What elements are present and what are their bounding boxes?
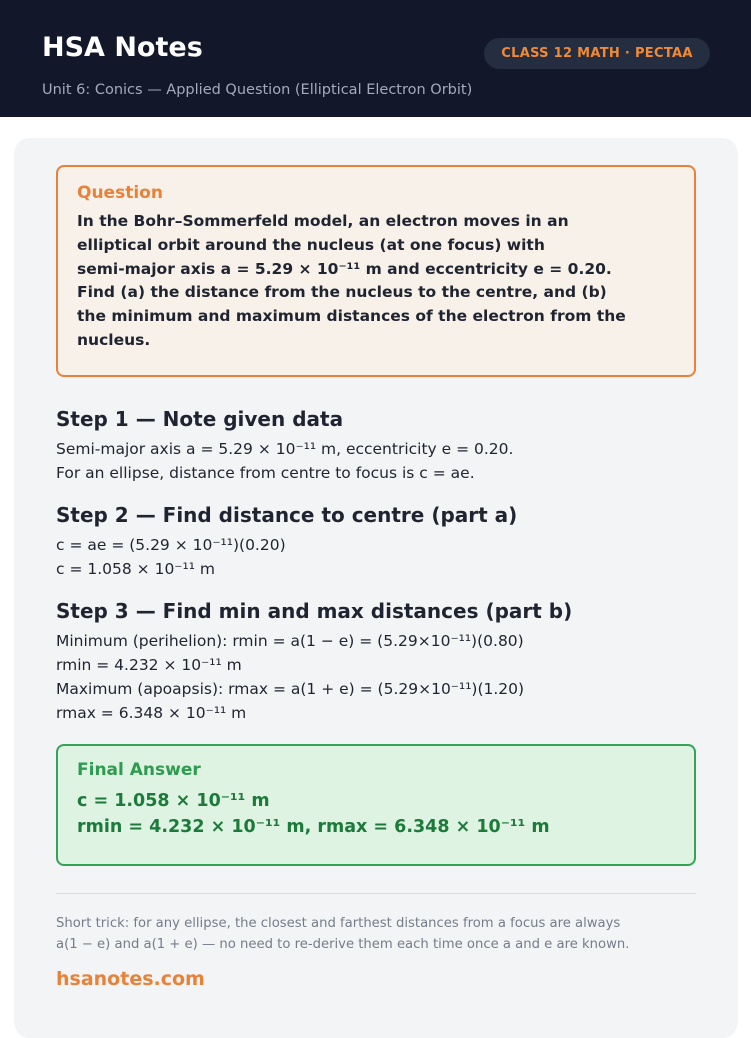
step-3: [56, 599, 572, 725]
site-link[interactable]: hsanotes.com: [56, 968, 205, 990]
question-title: Question: [77, 183, 163, 203]
question-line: semi-major axis a = 5.29 × 10⁻¹¹ m and eccentricity e = 0.20.: [77, 259, 612, 278]
step-line: Maximum (apoapsis): rmax = a(1 + e) = (5.29×10⁻¹¹)(1.20): [56, 680, 525, 698]
question-line: elliptical orbit around the nucleus (at one focus) with: [77, 235, 545, 254]
brand-title: HSA Notes: [42, 32, 203, 63]
divider: [56, 893, 696, 894]
question-line: In the Bohr–Sommerfeld model, an electron moves in an: [77, 212, 569, 230]
step-line: For an ellipse, distance from centre to focus is c = ae.: [56, 464, 475, 482]
step-1: [56, 407, 513, 485]
step-line: c = ae = (5.29 × 10⁻¹¹)(0.20): [56, 536, 286, 554]
step-line: c = 1.058 × 10⁻¹¹ m: [56, 560, 215, 578]
question-text: [77, 210, 675, 353]
step-line: Minimum (perihelion): rmin = a(1 − e) = (5.29×10⁻¹¹)(0.80): [56, 632, 524, 650]
answer-line: c = 1.058 × 10⁻¹¹ m: [77, 791, 270, 811]
final-answer-box: [56, 744, 696, 866]
question-box: [56, 165, 696, 377]
question-line: nucleus.: [77, 330, 151, 349]
trick-line: a(1 − e) and a(1 + e) — no need to re-derive them each time once a and e are known.: [56, 937, 630, 952]
page-header: [0, 0, 751, 117]
question-line: Find (a) the distance from the nucleus to the centre, and (b): [77, 283, 607, 302]
step-heading: Step 3 — Find min and max distances (part b): [56, 599, 573, 623]
page-subtitle: Unit 6: Conics — Applied Question (Elliptical Electron Orbit): [42, 82, 473, 98]
step-heading: Step 2 — Find distance to centre (part a): [56, 503, 518, 527]
short-trick-note: [56, 913, 701, 955]
question-line: the minimum and maximum distances of the electron from the: [77, 307, 626, 326]
step-line: Semi-major axis a = 5.29 × 10⁻¹¹ m, eccentricity e = 0.20.: [56, 440, 514, 458]
step-line: rmin = 4.232 × 10⁻¹¹ m: [56, 656, 242, 674]
step-heading: Step 1 — Note given data: [56, 407, 344, 431]
trick-line: Short trick: for any ellipse, the closest and farthest distances from a focus are always: [56, 916, 621, 931]
final-answer-title: Final Answer: [77, 760, 201, 780]
step-2: [56, 503, 517, 581]
class-badge: CLASS 12 MATH · PECTAA: [484, 38, 710, 69]
step-line: rmax = 6.348 × 10⁻¹¹ m: [56, 704, 247, 722]
answer-line: rmin = 4.232 × 10⁻¹¹ m, rmax = 6.348 × 10⁻¹¹ m: [77, 817, 550, 837]
